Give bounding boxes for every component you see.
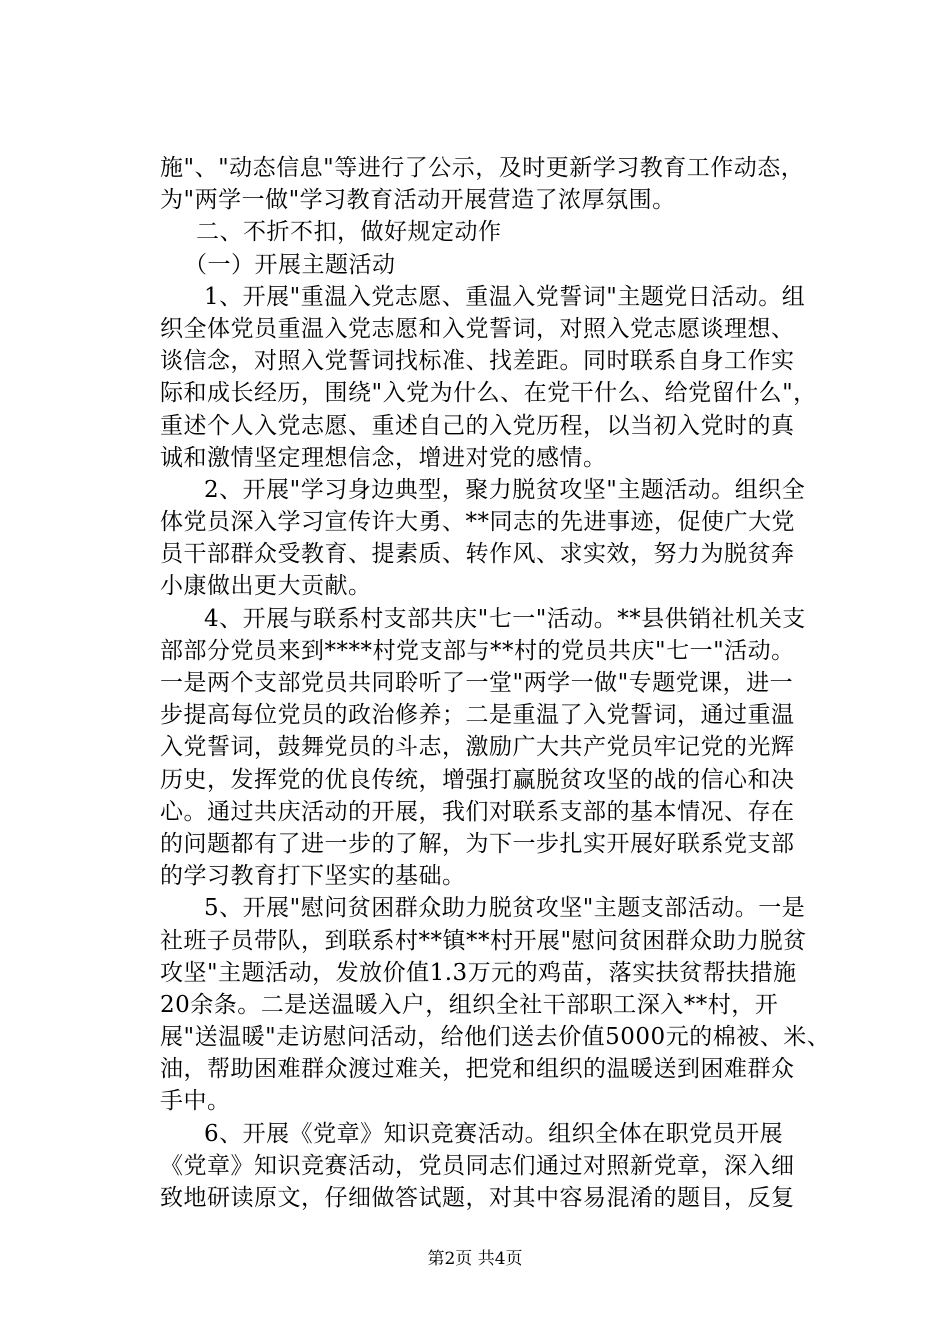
body-line: 《党章》知识竞赛活动，党员同志们通过对照新党章，深入细 [160, 1152, 795, 1179]
body-line: 体党员深入学习宣传许大勇、**同志的先进事迹，促使广大党 [160, 509, 795, 536]
body-line: 20余条。二是送温暖入户，组织全社干部职工深入**村，开 [160, 991, 779, 1018]
body-line: 施"、"动态信息"等进行了公示，及时更新学习教育工作动态， [160, 155, 805, 181]
body-line: 的问题都有了进一步的了解，为下一步扎实开展好联系党支部 [160, 830, 795, 857]
paragraph-first-line: 1、开展"重温入党志愿、重温入党誓词"主题党日活动。组 [204, 283, 806, 310]
body-line: 为"两学一做"学习教育活动开展营造了浓厚氛围。 [160, 187, 676, 214]
body-line: 际和成长经历，围绕"入党为什么、在党干什么、给党留什么"， [160, 380, 817, 407]
body-line: 一是两个支部党员共同聆听了一堂"两学一做"专题党课，进一 [160, 670, 794, 696]
body-line: 心。通过共庆活动的开展，我们对联系支部的基本情况、存在 [160, 798, 795, 825]
body-line: 致地研读原文，仔细做答试题，对其中容易混淆的题目，反复 [160, 1185, 795, 1211]
body-line: 攻坚"主题活动，发放价值1.3万元的鸡苗，落实扶贫帮扶措施 [160, 959, 797, 986]
body-line: 重述个人入党志愿、重述自己的入党历程，以当初入党时的真 [160, 412, 795, 439]
paragraph-first-line: 4、开展与联系村支部共庆"七一"活动。**县供销社机关支 [204, 605, 806, 632]
body-line: 的学习教育打下坚实的基础。 [160, 863, 466, 890]
section-heading: 二、不折不扣，做好规定动作 [196, 219, 502, 246]
document-body [160, 152, 835, 1214]
body-line: 油，帮助困难群众渡过难关，把党和组织的温暖送到困难群众 [160, 1056, 795, 1083]
body-line: 展"送温暖"走访慰问活动，给他们送去价值5000元的棉被、米、 [160, 1024, 831, 1051]
body-line: 社班子员带队，到联系村**镇**村开展"慰问贫困群众助力脱贫 [160, 927, 807, 954]
page-number-label: 第2页 共4页 [427, 1249, 523, 1269]
body-line: 部部分党员来到****村党支部与**村的党员共庆"七一"活动。 [160, 637, 795, 664]
body-line: 员干部群众受教育、提素质、转作风、求实效，努力为脱贫奔 [160, 541, 795, 568]
body-line: 谈信念，对照入党誓词找标准、找差距。同时联系自身工作实 [160, 348, 795, 375]
body-line: 步提高每位党员的政治修养；二是重温了入党誓词，通过重温 [160, 702, 795, 729]
body-line: 诚和激情坚定理想信念，增进对党的感情。 [160, 444, 607, 471]
subsection-heading: （一）开展主题活动 [184, 251, 396, 278]
body-line: 手中。 [160, 1088, 231, 1115]
page-footer [0, 1244, 950, 1269]
body-line: 入党誓词，鼓舞党员的斗志，激励广大共产党员牢记党的光辉 [160, 734, 795, 761]
body-line: 织全体党员重温入党志愿和入党誓词，对照入党志愿谈理想、 [160, 315, 795, 342]
paragraph-first-line: 6、开展《党章》知识竞赛活动。组织全体在职党员开展 [204, 1120, 784, 1147]
body-line: 历史，发挥党的优良传统，增强打赢脱贫攻坚的战的信心和决 [160, 766, 795, 793]
body-line: 小康做出更大贡献。 [160, 573, 372, 600]
paragraph-first-line: 5、开展"慰问贫困群众助力脱贫攻坚"主题支部活动。一是 [204, 895, 806, 922]
paragraph-first-line: 2、开展"学习身边典型，聚力脱贫攻坚"主题活动。组织全 [204, 476, 806, 503]
